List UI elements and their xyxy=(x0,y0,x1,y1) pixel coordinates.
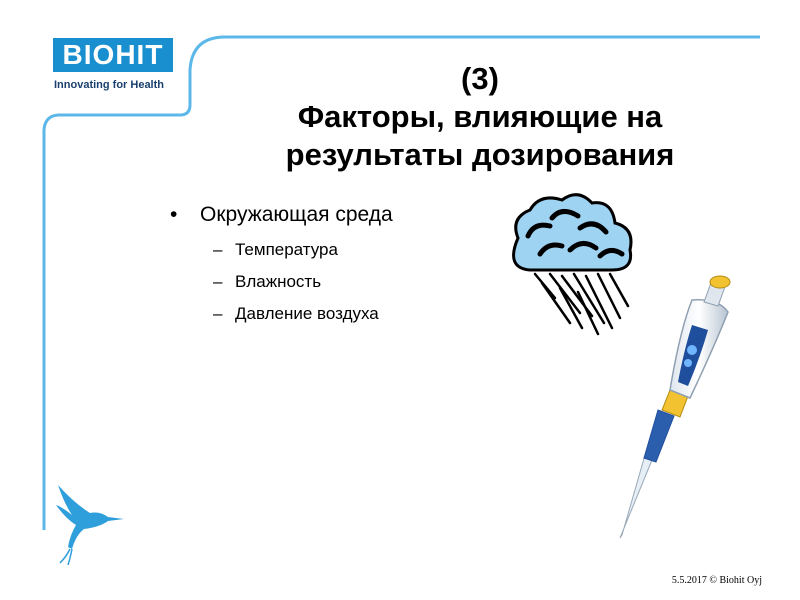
biohit-logo xyxy=(50,35,180,97)
pipette-icon xyxy=(600,270,750,545)
sub-bullet-text: Влажность xyxy=(235,272,322,291)
bullet-dot: • xyxy=(170,203,178,226)
title-line-1: Факторы, влияющие на xyxy=(297,99,663,134)
sub-bullet-item xyxy=(165,266,485,298)
hummingbird-logo-icon xyxy=(40,475,130,565)
title-line-2: результаты дозирования xyxy=(285,137,675,172)
bullet-item xyxy=(165,200,485,230)
sub-bullet-dash: – xyxy=(213,304,223,323)
logo-tagline: Innovating for Health xyxy=(54,79,164,91)
sub-bullet-dash: – xyxy=(213,240,223,259)
logo-brand: BIOHIT xyxy=(62,39,164,70)
footer-date-copyright: 5.5.2017 © Biohit Oyj xyxy=(671,575,762,586)
bullet-text: Окружающая среда xyxy=(200,203,393,226)
bullet-list xyxy=(165,200,485,330)
sub-bullet-dash: – xyxy=(213,272,223,291)
title-number: (3) xyxy=(461,61,499,96)
sub-bullet-item xyxy=(165,234,485,266)
sub-bullet-text: Температура xyxy=(235,240,338,259)
sub-bullet-item xyxy=(165,298,485,330)
slide-title xyxy=(240,60,720,174)
sub-bullet-text: Давление воздуха xyxy=(235,304,379,323)
